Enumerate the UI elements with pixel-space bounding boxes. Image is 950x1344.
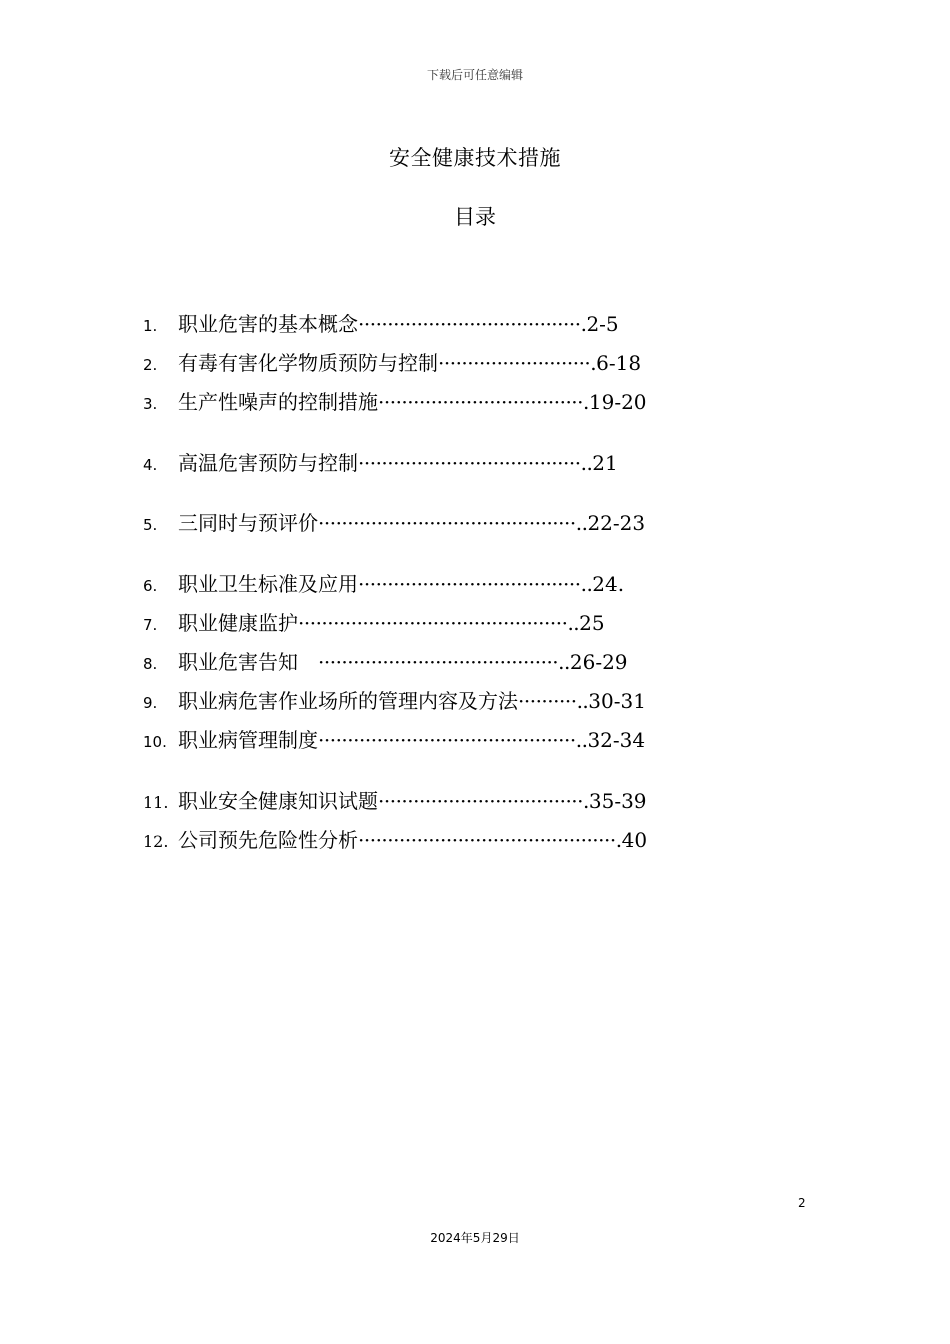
document-title: 安全健康技术措施: [389, 146, 561, 170]
toc-entry-page: 2-5: [586, 312, 619, 336]
toc-entry-page: 40: [621, 828, 648, 852]
toc-entry-number: 10.: [143, 733, 167, 751]
toc-entry-title: 职业卫生标准及应用: [178, 572, 358, 596]
toc-entry-leader: ·········································..: [318, 650, 570, 674]
toc-heading: 目录: [454, 205, 496, 229]
toc-entry-number: 12.: [143, 832, 169, 851]
toc-entry-leader: ······································.: [358, 312, 587, 336]
toc-entry: [143, 725, 645, 755]
toc-entry-leader: ······································..: [358, 572, 593, 596]
toc-entry-page: 25: [579, 611, 605, 635]
toc-entry-leader: ············································..: [318, 728, 588, 752]
page-number: 2: [798, 1196, 806, 1210]
toc-entry-page: 30-31: [588, 689, 646, 713]
toc-entry-page: 32-34: [587, 728, 646, 752]
toc-entry-page: 21: [592, 451, 618, 475]
toc-entry: [143, 786, 647, 816]
toc-entry: [143, 309, 619, 339]
toc-entry-leader: ···································.: [378, 789, 589, 813]
toc-entry-leader: ······································..: [358, 451, 593, 475]
toc-entry-title: 职业病管理制度: [178, 728, 318, 752]
toc-entry-title: 有毒有害化学物质预防与控制: [178, 351, 438, 375]
toc-entry-page: 19-20: [588, 390, 647, 414]
toc-entry: [143, 448, 618, 478]
toc-entry-title: 职业健康监护: [178, 611, 298, 635]
toc-entry-number: 6.: [143, 577, 158, 595]
toc-entry-title: 职业危害告知: [178, 650, 318, 674]
toc-entry: [143, 825, 647, 855]
toc-entry-page: 24.: [592, 572, 625, 596]
toc-entry-page: 6-18: [596, 351, 642, 375]
toc-entry-number: 5.: [143, 516, 158, 534]
toc-entry-title: 生产性噪声的控制措施: [178, 390, 378, 414]
toc-entry: [143, 569, 624, 599]
toc-entry-number: 8.: [143, 655, 158, 673]
toc-entry-title: 职业安全健康知识试题: [178, 789, 378, 813]
toc-entry-number: 4.: [143, 456, 158, 474]
toc-entry-title: 职业危害的基本概念: [178, 312, 358, 336]
toc-entry: [143, 508, 645, 538]
toc-entry-number: 7.: [143, 616, 158, 634]
toc-entry-leader: ············································..: [318, 511, 588, 535]
toc-entry-leader: ············································.: [358, 828, 622, 852]
toc-entry-page: 22-23: [587, 511, 646, 535]
toc-entry-title: 公司预先危险性分析: [178, 828, 358, 852]
toc-entry-number: 1.: [143, 317, 158, 335]
toc-entry-page: 26-29: [569, 650, 628, 674]
toc-entry-number: 9.: [143, 694, 158, 712]
toc-entry-leader: ··············································..: [298, 611, 580, 635]
toc-entry-page: 35-39: [588, 789, 647, 813]
toc-entry-title: 三同时与预评价: [178, 511, 318, 535]
toc-entry: [143, 387, 647, 417]
toc-entry-number: 3.: [143, 395, 158, 413]
toc-entry-leader: ··························.: [438, 351, 597, 375]
header-note: 下载后可任意编辑: [426, 68, 523, 82]
toc-entry: [143, 348, 641, 378]
toc-entry: [143, 608, 605, 638]
toc-entry: [143, 647, 628, 677]
toc-entry-title: 职业病危害作业场所的管理内容及方法: [178, 689, 518, 713]
toc-entry-title: 高温危害预防与控制: [178, 451, 358, 475]
toc-entry: [143, 686, 646, 716]
toc-entry-number: 11.: [143, 793, 169, 812]
toc-entry-leader: ···································.: [378, 390, 589, 414]
toc-entry-number: 2.: [143, 356, 158, 374]
footer-date: 2024年5月29日: [430, 1231, 520, 1245]
toc-entry-leader: ··········..: [518, 689, 589, 713]
